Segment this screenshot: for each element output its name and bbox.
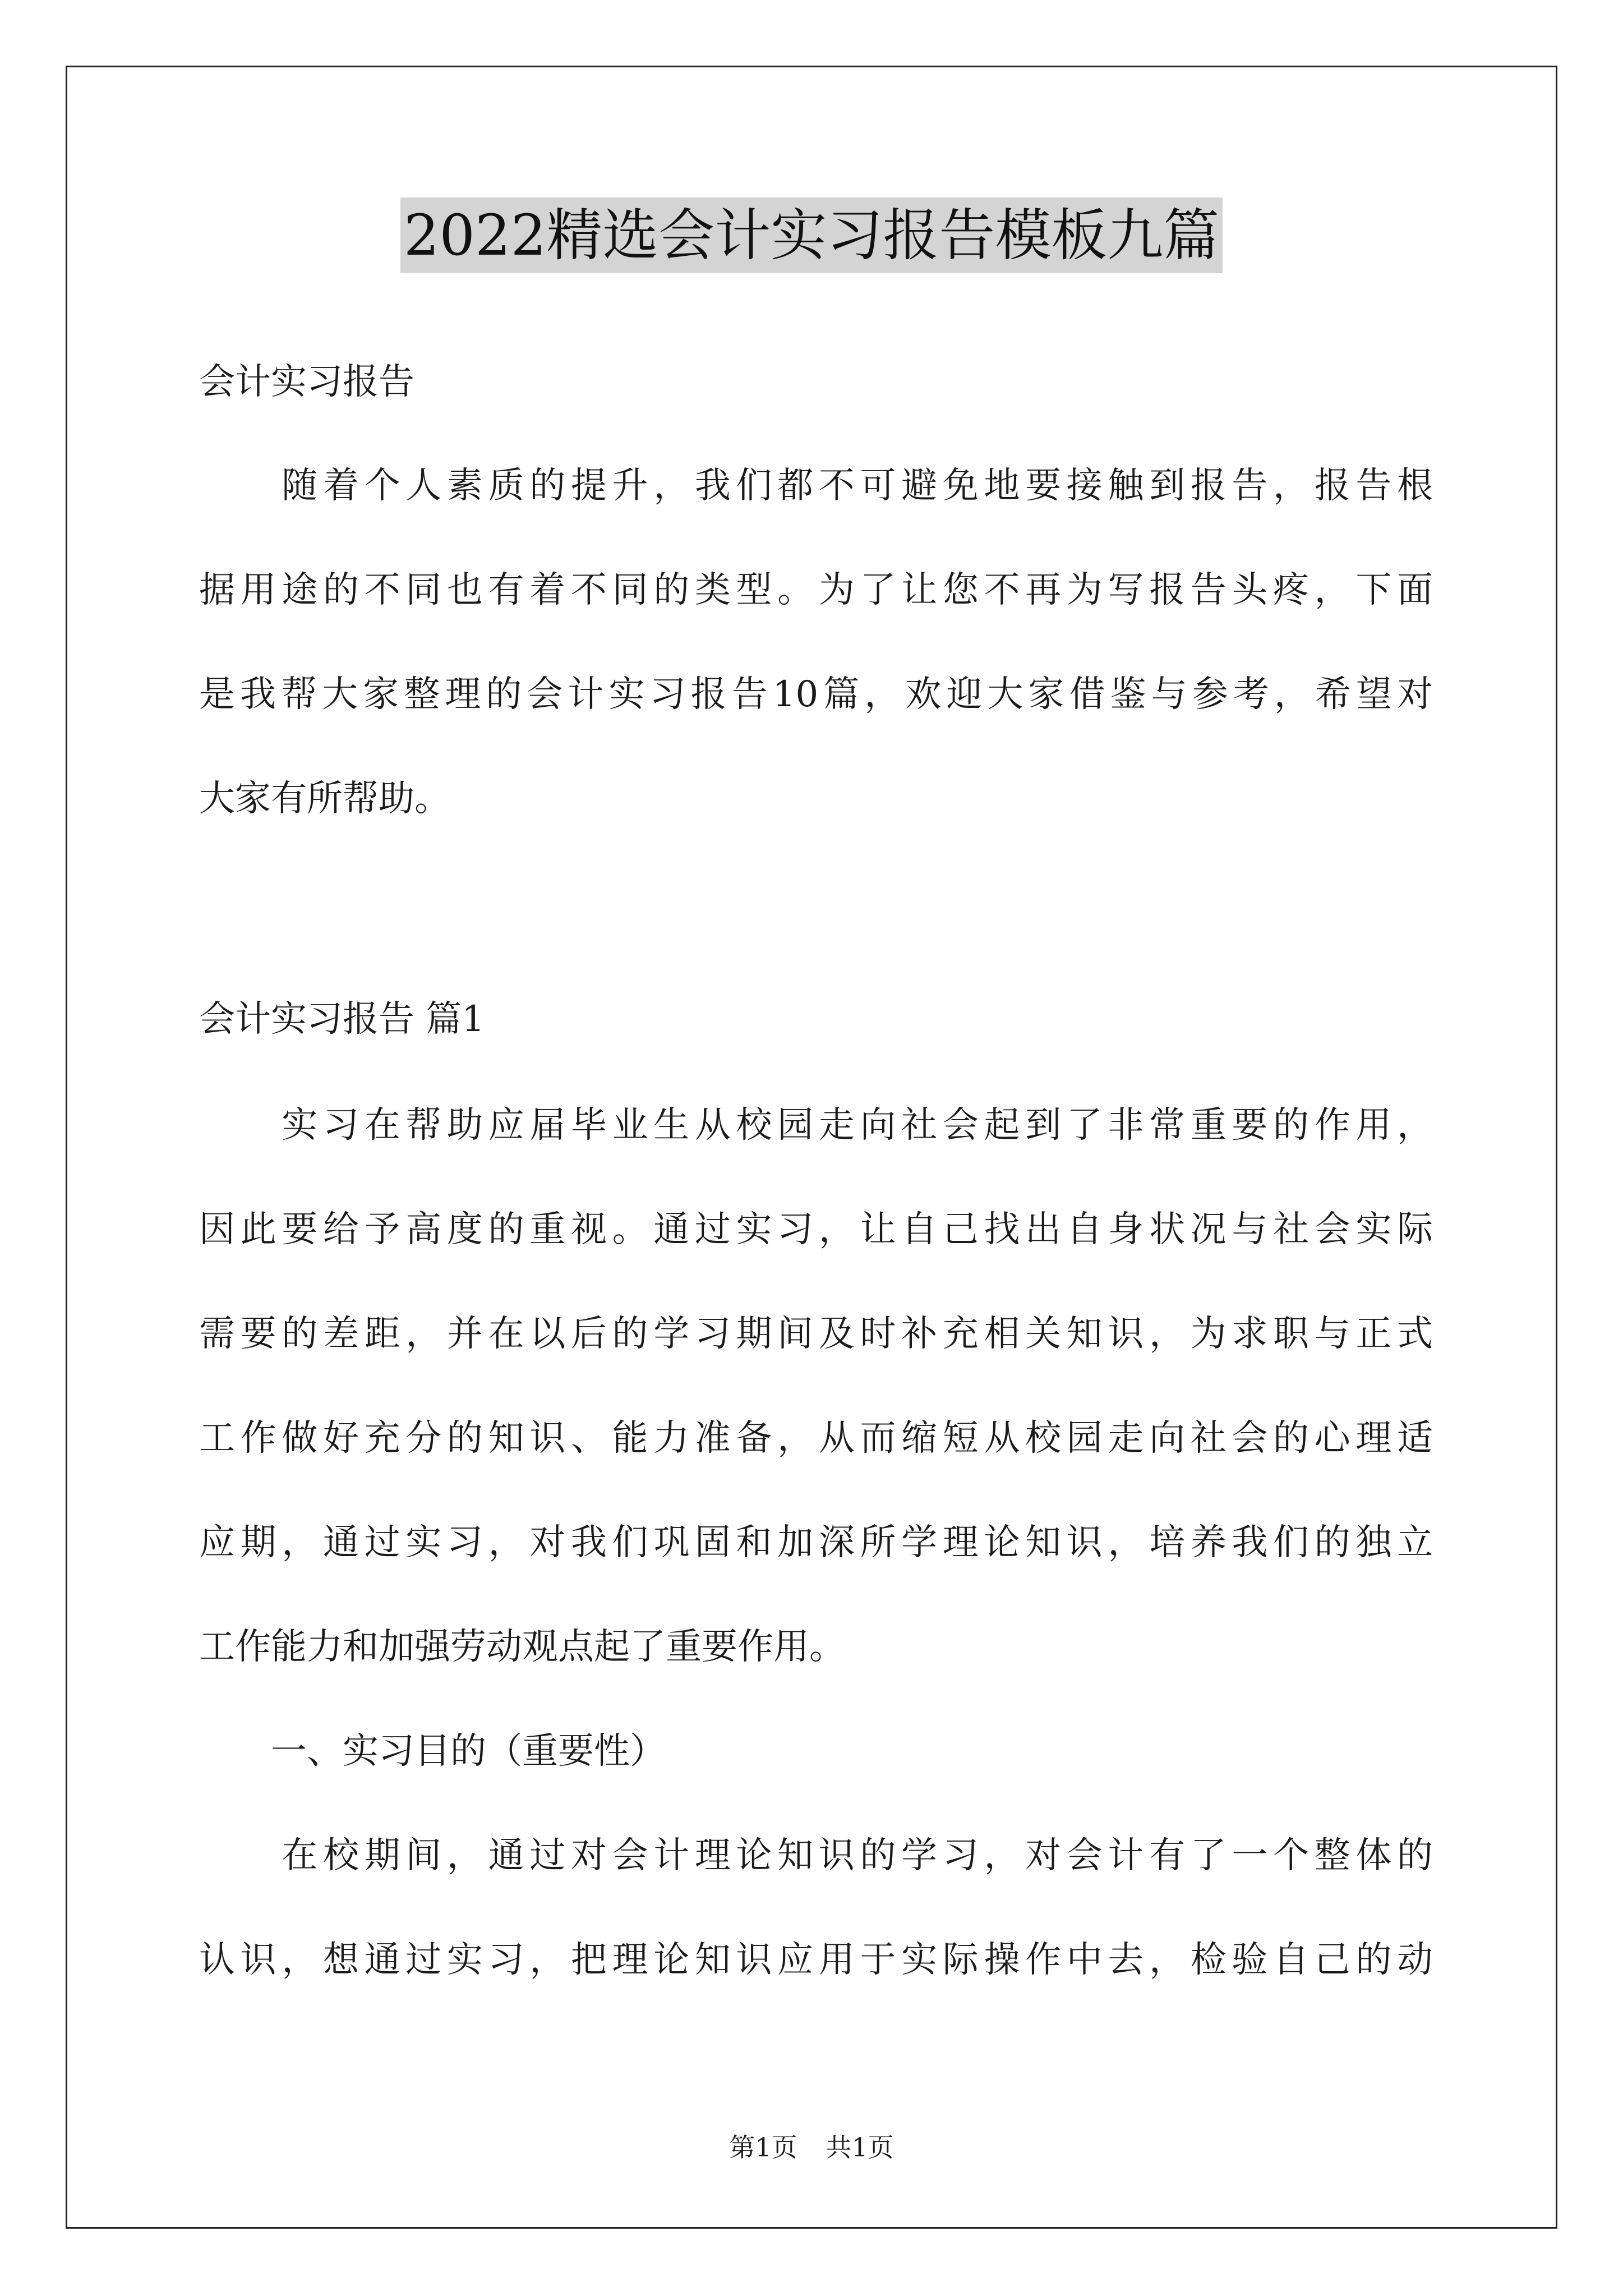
- section-heading: 会计实习报告 篇1: [199, 999, 485, 1040]
- paragraph-line: 实习在帮助应届毕业生从校园走向社会起到了非常重要的作用，: [199, 1105, 1433, 1146]
- page-number-current: 第1页: [729, 2132, 797, 2162]
- paragraph-line: 应期，通过实习，对我们巩固和加深所学理论知识，培养我们的独立: [199, 1522, 1433, 1563]
- paragraph-line: 在校期间，通过对会计理论知识的学习，对会计有了一个整体的: [199, 1835, 1433, 1876]
- page-number-total: 共1页: [826, 2132, 894, 2162]
- section-heading: 会计实习报告: [199, 361, 414, 403]
- subsection-heading: 一、实习目的（重要性）: [199, 1731, 666, 1772]
- paragraph-line: 工作能力和加强劳动观点起了重要作用。: [199, 1626, 845, 1668]
- paragraph-line: 工作做好充分的知识、能力准备，从而缩短从校园走向社会的心理适: [199, 1418, 1433, 1459]
- page-footer: [0, 2131, 1623, 2164]
- paragraph-line: 是我帮大家整理的会计实习报告10篇，欢迎大家借鉴与参考，希望对: [199, 674, 1433, 715]
- paragraph-line: 需要的差距，并在以后的学习期间及时补充相关知识，为求职与正式: [199, 1313, 1433, 1355]
- paragraph-line: 认识，想通过实习，把理论知识应用于实际操作中去，检验自己的动: [199, 1939, 1433, 1981]
- paragraph-line: 大家有所帮助。: [199, 778, 450, 820]
- title-container: [0, 197, 1623, 273]
- paragraph-line: 因此要给予高度的重视。通过实习，让自己找出自身状况与社会实际: [199, 1209, 1433, 1250]
- paragraph-line: 随着个人素质的提升，我们都不可避免地要接触到报告，报告根: [199, 465, 1433, 507]
- paragraph-line: 据用途的不同也有着不同的类型。为了让您不再为写报告头疼，下面: [199, 569, 1433, 611]
- document-title: 2022精选会计实习报告模板九篇: [400, 197, 1223, 273]
